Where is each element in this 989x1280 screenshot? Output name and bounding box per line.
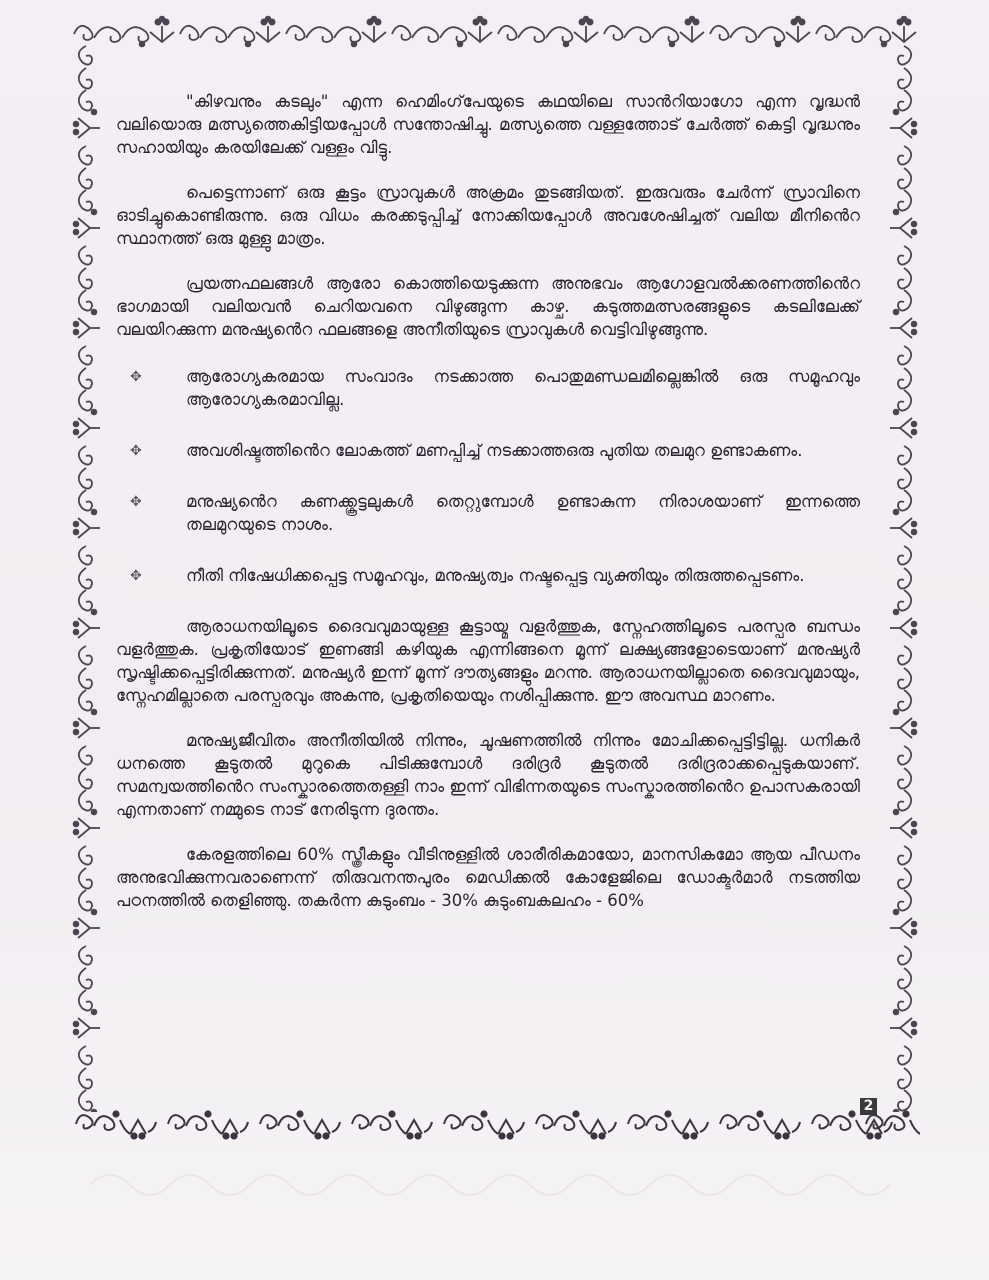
- four-diamond-bullet-icon: ✥: [130, 443, 142, 459]
- bullet-item: [116, 490, 860, 536]
- border-right-scroll-ornament: [886, 42, 920, 1112]
- paragraph-intro-2: പെട്ടെന്നാണ് ഒരു കൂട്ടം സ്രാവുകൾ അക്രമം തുടങ്ങിയത്. ഇരുവരും ചേർന്ന് സ്രാവിനെ ഓടിച്ചുകൊണ്ടിരുന്നു. ഒരു വിധം കരക്കടുപ്പിച്ച് നോക്കിയപ്പോൾ അവശേഷിച്ചത് വലിയ മീനിൻെറ സ്ഥാനത്ത് ഒരു മുള്ളു മാത്രം.: [116, 183, 860, 248]
- bullet-text: മനുഷ്യൻെറ കണക്ക്കൂട്ടലുകൾ തെറ്റുമ്പോൾ ഉണ്ടാകുന്ന നിരാശയാണ് ഇന്നത്തെ തലമുറയുടെ നാശം.: [186, 492, 860, 534]
- four-diamond-bullet-icon: ✥: [130, 369, 142, 385]
- four-diamond-bullet-icon: ✥: [130, 494, 142, 510]
- article-body: [116, 90, 860, 934]
- bullet-list: [116, 365, 860, 587]
- paragraph-intro-1: "കിഴവനും കടലും" എന്ന ഹെമിംഗ്‌പേയുടെ കഥയിലെ സാൻറിയാഗോ എന്ന വൃദ്ധൻ വലിയൊരു മത്സ്യത്തെകിട്ടിയപ്പോൾ സന്തോഷിച്ചു. മത്സ്യത്തെ വള്ളത്തോട് ചേർത്ത് കെട്ടി വൃദ്ധനും സഹായിയും കരയിലേക്ക് വള്ളം വിട്ടു.: [116, 92, 860, 157]
- paragraph-outro-3: കേരളത്തിലെ 60% സ്ത്രീകളും വീടിനുള്ളിൽ ശാരീരികമായോ, മാനസികമോ ആയ പീഡനം അനുഭവിക്കുന്നവരാണെന്ന് തിരുവനന്തപുരം മെഡിക്കൽ കോളേജിലെ ഡോക്ടർമാർ നടത്തിയ പഠനത്തിൽ തെളിഞ്ഞു. തകർന്ന കുടുംബം - 30% കുടുംബകലഹം - 60%: [116, 845, 860, 910]
- bullet-text: ആരോഗ്യകരമായ സംവാദം നടക്കാത്ത പൊതുമണ്ഡലമില്ലെങ്കിൽ ഒരു സമൂഹവും ആരോഗ്യകരമാവില്ല.: [186, 367, 860, 409]
- page-number-badge: 2: [860, 1098, 877, 1115]
- bullet-item: [116, 365, 860, 411]
- border-bottom-scroll-ornament: [70, 1102, 920, 1142]
- paragraph-outro-1: ആരാധനയിലൂടെ ദൈവവുമായുള്ള കൂട്ടായ്മ വളർത്തുക, സ്നേഹത്തിലൂടെ പരസ്പര ബന്ധം വളർത്തുക. പ്രകൃതിയോട് ഇണങ്ങി കഴിയുക എന്നിങ്ങനെ മൂന്ന് ലക്ഷ്യങ്ങളോടെയാണ് മനുഷ്യർ സൃഷ്ടിക്കപ്പെട്ടിരിക്കുന്നത്. മനുഷ്യർ ഇന്ന് മൂന്ന് ദൗത്യങ്ങളും മറന്നു. ആരാധനയില്ലാതെ ദൈവവുമായും, സ്നേഹമില്ലാതെ പരസ്പരവും അകന്നു, പ്രകൃതിയെയും നശിപ്പിക്കുന്നു. ഈ അവസ്ഥ മാറണം.: [116, 617, 860, 705]
- bleed-through-ornament: [90, 1170, 900, 1200]
- paragraph-outro-2: മനുഷ്യജീവിതം അനീതിയിൽ നിന്നും, ചൂഷണത്തിൽ നിന്നും മോചിക്കപ്പെട്ടിട്ടില്ല. ധനികർ ധനത്തെ കൂടുതൽ മുറുകെ പിടിക്കുമ്പോൾ ദരിദ്രർ കൂടുതൽ ദരിദ്രരാക്കപ്പെടുകയാണ്. സമന്വയത്തിൻെറ സംസ്കാരത്തെതള്ളി നാം ഇന്ന് വിഭിന്നതയുടെ സംസ്കാരത്തിൻെറ ഉപാസകരായി എന്നതാണ് നമ്മുടെ നാട് നേരിടുന്ന ദുരന്തം.: [116, 731, 860, 819]
- paragraph-intro-3: പ്രയത്നഫലങ്ങൾ ആരോ കൊത്തിയെടുക്കുന്ന അനുഭവം ആഗോളവൽക്കരണത്തിൻെറ ഭാഗമായി വലിയവൻ ചെറിയവനെ വിഴുങ്ങുന്ന കാഴ്ച. കടുത്തമത്സരങ്ങളുടെ കടലിലേക്ക് വലയിറക്കുന്ന മനുഷ്യൻെറ ഫലങ്ങളെ അനീതിയുടെ സ്രാവുകൾ വെട്ടിവിഴുങ്ങുന്നു.: [116, 274, 860, 339]
- border-top-scroll-ornament: [70, 12, 920, 52]
- bullet-text: നീതി നിഷേധിക്കപ്പെട്ട സമൂഹവും, മനുഷ്യത്വം നഷ്ടപ്പെട്ട വ്യക്തിയും തിരുത്തപ്പെടണം.: [186, 566, 805, 585]
- four-diamond-bullet-icon: ✥: [130, 568, 142, 584]
- bullet-item: [116, 564, 860, 587]
- bullet-item: [116, 439, 860, 462]
- bullet-text: അവശിഷ്ടത്തിൻെറ ലോകത്ത് മണപ്പിച്ച് നടക്കാത്തഒരു പുതിയ തലമുറ ഉണ്ടാകണം.: [186, 441, 803, 460]
- border-left-scroll-ornament: [70, 42, 104, 1112]
